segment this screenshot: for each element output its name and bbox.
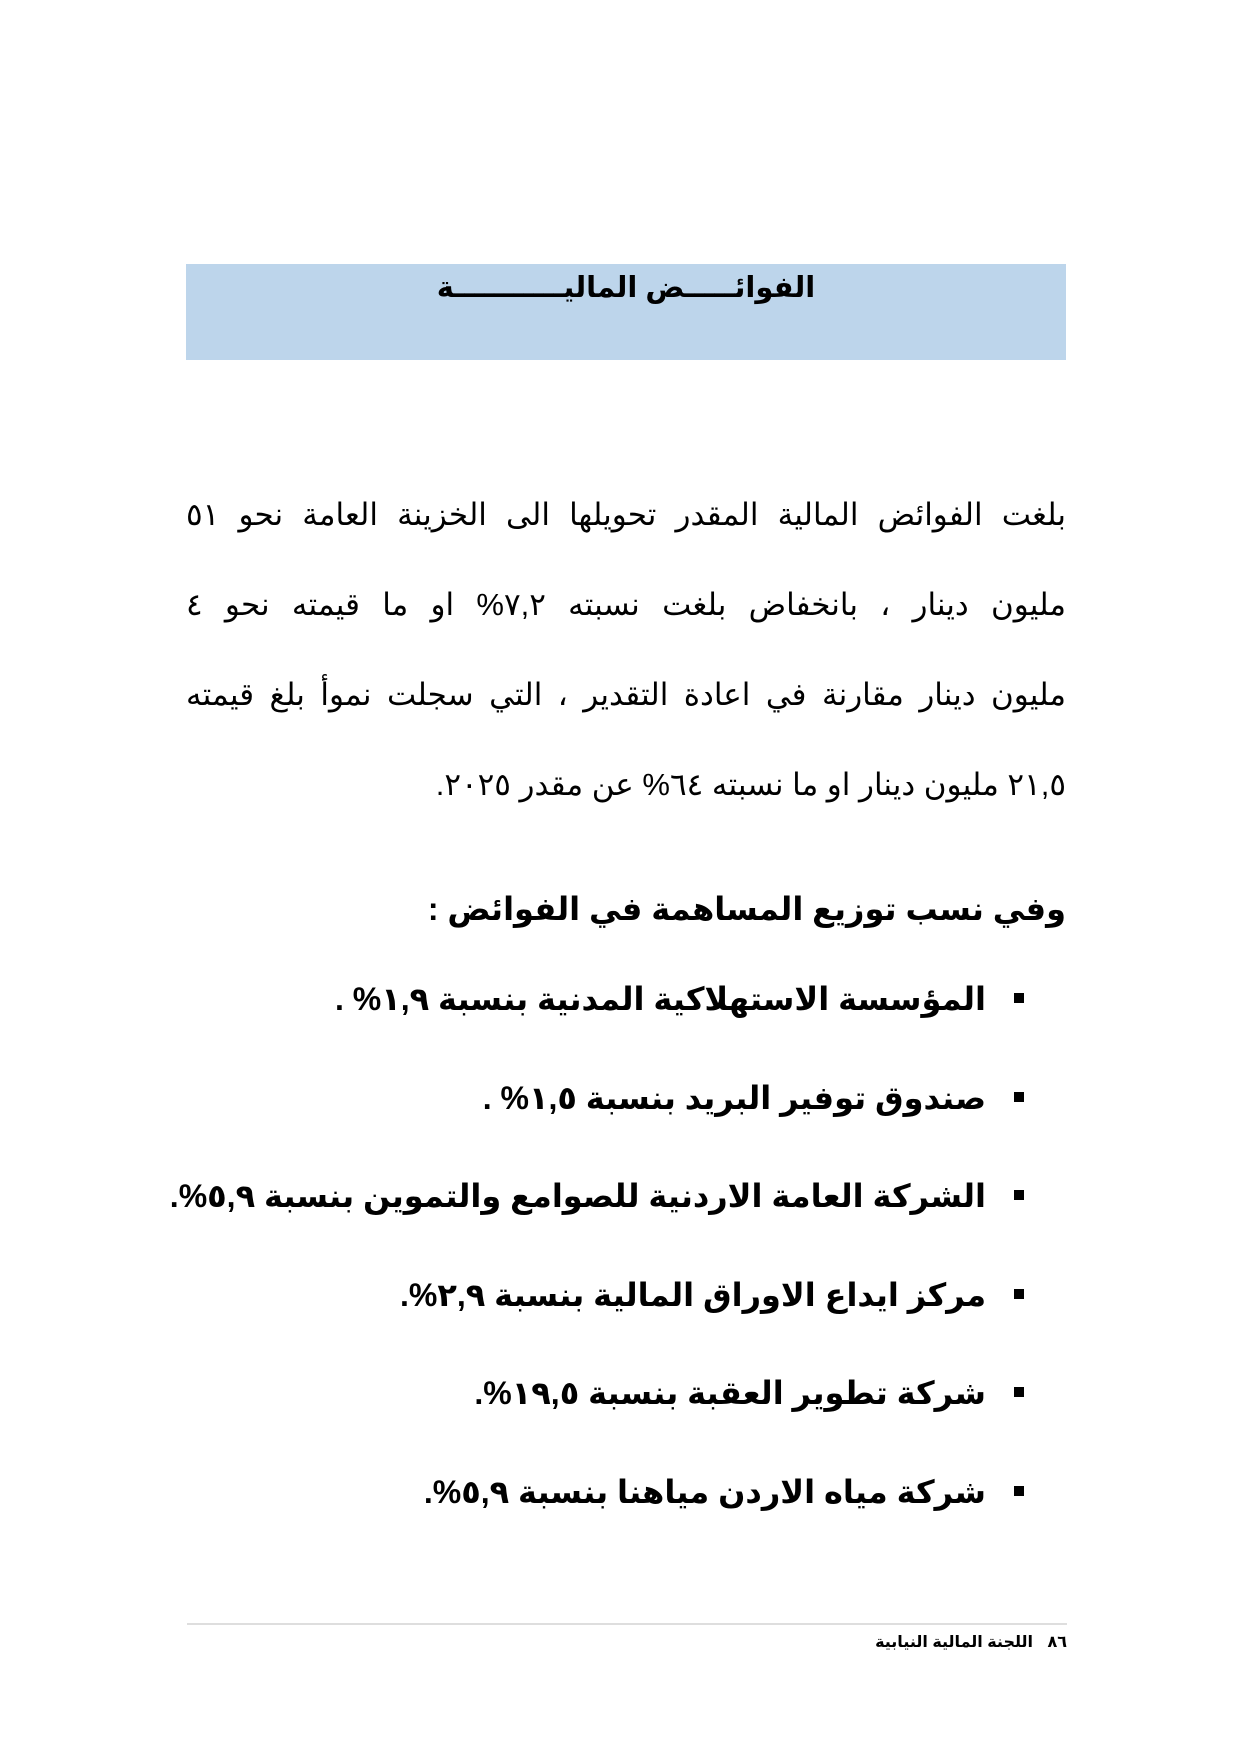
paragraph-line: ٢١,٥ مليون دينار او ما نسبته ٦٤% عن مقدر ٢٠٢٥. bbox=[435, 767, 1066, 802]
page-footer bbox=[187, 1632, 1067, 1652]
contributions-list bbox=[169, 980, 1066, 1571]
footer-label: اللجنة المالية النيابية bbox=[875, 1634, 1034, 1651]
list-item bbox=[186, 1473, 1066, 1572]
paragraph-line: مليون دينار مقارنة في اعادة التقدير ، التي سجلت نموأ بلغ قيمته bbox=[186, 677, 1066, 712]
list-item-text: شركة تطوير العقبة بنسبة ١٩,٥%. bbox=[474, 1375, 986, 1411]
list-item bbox=[186, 1374, 1066, 1473]
footer-divider bbox=[187, 1623, 1067, 1625]
paragraph-line: مليون دينار ، بانخفاض بلغت نسبته ٧,٢% او ما قيمته نحو ٤ bbox=[186, 587, 1067, 622]
paragraph-line: بلغت الفوائض المالية المقدر تحويلها الى الخزينة العامة نحو ٥١ bbox=[186, 497, 1066, 532]
distribution-subheading: وفي نسب توزيع المساهمة في الفوائض : bbox=[427, 891, 1066, 927]
square-bullet-icon bbox=[1014, 1486, 1024, 1496]
section-title: الفوائـــــض الماليـــــــــــة bbox=[436, 272, 816, 304]
list-item bbox=[186, 980, 1066, 1079]
list-item-text: شركة مياه الاردن مياهنا بنسبة ٥,٩%. bbox=[423, 1473, 986, 1510]
list-item bbox=[186, 1079, 1066, 1178]
section-title-band bbox=[186, 264, 1066, 360]
list-item bbox=[169, 1177, 1066, 1276]
page-number: ٨٦ bbox=[1047, 1634, 1067, 1651]
square-bullet-icon bbox=[1014, 1092, 1024, 1102]
square-bullet-icon bbox=[1014, 993, 1024, 1003]
square-bullet-icon bbox=[1014, 1387, 1024, 1397]
square-bullet-icon bbox=[1014, 1190, 1024, 1200]
list-item-text: مركز ايداع الاوراق المالية بنسبة ٢,٩%. bbox=[399, 1276, 986, 1313]
square-bullet-icon bbox=[1014, 1289, 1024, 1299]
list-item-text: الشركة العامة الاردنية للصوامع والتموين بنسبة ٥,٩%. bbox=[169, 1178, 986, 1214]
summary-paragraph bbox=[186, 470, 1066, 830]
list-item bbox=[186, 1276, 1066, 1375]
list-item-text: المؤسسة الاستهلاكية المدنية بنسبة ١,٩% . bbox=[334, 981, 986, 1017]
list-item-text: صندوق توفير البريد بنسبة ١,٥% . bbox=[482, 1079, 986, 1116]
